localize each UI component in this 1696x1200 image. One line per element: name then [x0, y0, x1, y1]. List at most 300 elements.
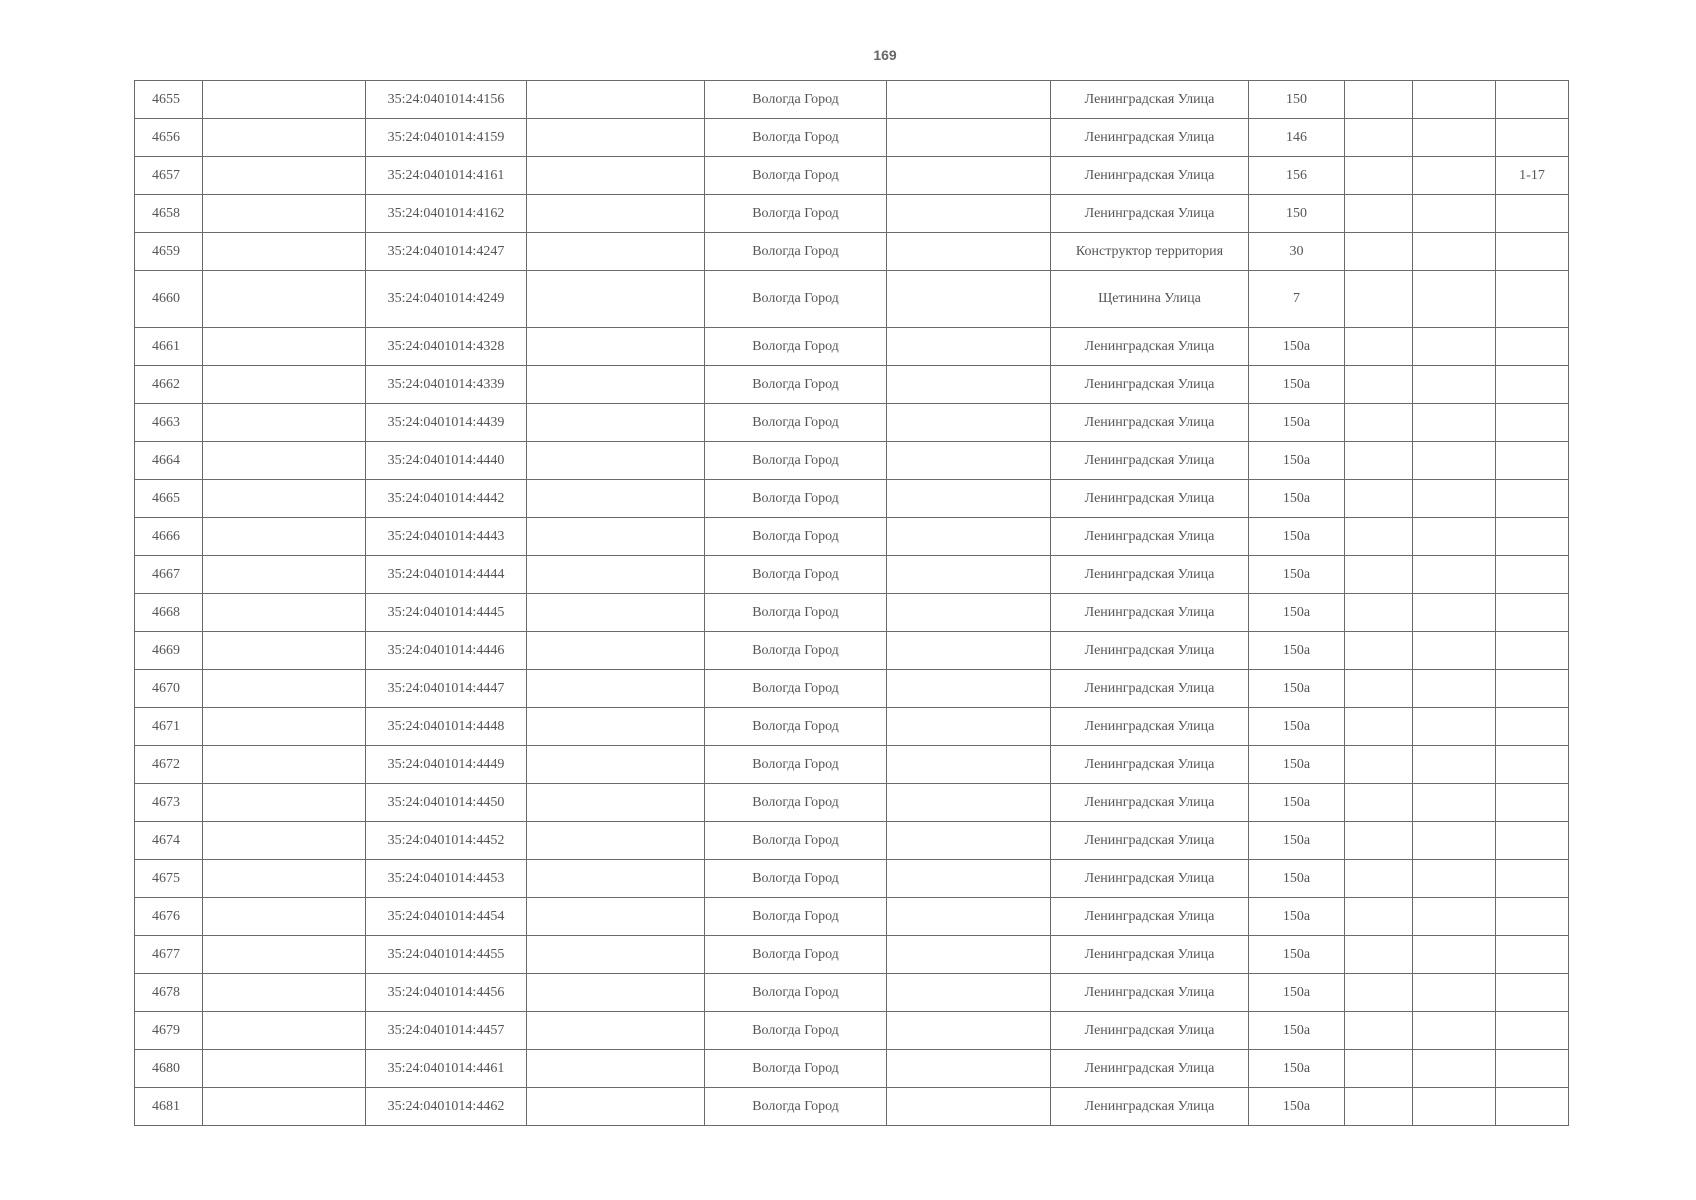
- empty-cell: [887, 974, 1051, 1012]
- cadastral-number-cell: 35:24:0401014:4454: [366, 898, 527, 936]
- table-row: [135, 442, 1569, 480]
- empty-cell: [1413, 480, 1496, 518]
- cadastral-number-cell: 35:24:0401014:4442: [366, 480, 527, 518]
- empty-cell: [887, 1050, 1051, 1088]
- cadastral-number-cell: 35:24:0401014:4462: [366, 1088, 527, 1126]
- street-cell: Ленинградская Улица: [1051, 860, 1249, 898]
- table-row: [135, 556, 1569, 594]
- empty-cell: [1413, 81, 1496, 119]
- city-cell: Вологда Город: [705, 898, 887, 936]
- empty-cell: [1345, 898, 1413, 936]
- empty-cell: [527, 974, 705, 1012]
- house-number-cell: 150а: [1249, 936, 1345, 974]
- city-cell: Вологда Город: [705, 632, 887, 670]
- empty-cell: [203, 746, 366, 784]
- empty-cell: [887, 1088, 1051, 1126]
- street-cell: Ленинградская Улица: [1051, 1012, 1249, 1050]
- empty-cell: [527, 632, 705, 670]
- empty-cell: [1345, 1050, 1413, 1088]
- empty-cell: [1345, 366, 1413, 404]
- cadastral-number-cell: 35:24:0401014:4447: [366, 670, 527, 708]
- table-row: [135, 898, 1569, 936]
- apartment-cell: [1496, 670, 1569, 708]
- city-cell: Вологда Город: [705, 556, 887, 594]
- empty-cell: [887, 784, 1051, 822]
- table-row: [135, 518, 1569, 556]
- empty-cell: [1345, 518, 1413, 556]
- city-cell: Вологда Город: [705, 81, 887, 119]
- empty-cell: [203, 632, 366, 670]
- cadastral-number-cell: 35:24:0401014:4445: [366, 594, 527, 632]
- apartment-cell: [1496, 480, 1569, 518]
- city-cell: Вологда Город: [705, 936, 887, 974]
- street-cell: Ленинградская Улица: [1051, 974, 1249, 1012]
- empty-cell: [887, 822, 1051, 860]
- table-row: [135, 157, 1569, 195]
- house-number-cell: 150а: [1249, 594, 1345, 632]
- street-cell: Ленинградская Улица: [1051, 784, 1249, 822]
- street-cell: Щетинина Улица: [1051, 271, 1249, 328]
- house-number-cell: 150а: [1249, 708, 1345, 746]
- street-cell: Ленинградская Улица: [1051, 632, 1249, 670]
- empty-cell: [203, 936, 366, 974]
- city-cell: Вологда Город: [705, 822, 887, 860]
- page-number: 169: [873, 47, 897, 63]
- table-row: [135, 328, 1569, 366]
- street-cell: Ленинградская Улица: [1051, 328, 1249, 366]
- cadastral-number-cell: 35:24:0401014:4247: [366, 233, 527, 271]
- empty-cell: [1413, 1050, 1496, 1088]
- empty-cell: [1413, 1012, 1496, 1050]
- house-number-cell: 150а: [1249, 328, 1345, 366]
- table-row: [135, 974, 1569, 1012]
- street-cell: Ленинградская Улица: [1051, 594, 1249, 632]
- table-row: [135, 822, 1569, 860]
- empty-cell: [527, 1050, 705, 1088]
- table-row: [135, 480, 1569, 518]
- empty-cell: [527, 670, 705, 708]
- empty-cell: [887, 195, 1051, 233]
- empty-cell: [1345, 119, 1413, 157]
- city-cell: Вологда Город: [705, 784, 887, 822]
- street-cell: Ленинградская Улица: [1051, 157, 1249, 195]
- empty-cell: [203, 594, 366, 632]
- street-cell: Ленинградская Улица: [1051, 119, 1249, 157]
- row-number-cell: 4681: [135, 1088, 203, 1126]
- empty-cell: [887, 366, 1051, 404]
- empty-cell: [527, 328, 705, 366]
- house-number-cell: 150а: [1249, 1012, 1345, 1050]
- table-row: [135, 366, 1569, 404]
- street-cell: Ленинградская Улица: [1051, 1050, 1249, 1088]
- empty-cell: [1413, 708, 1496, 746]
- table-row: [135, 271, 1569, 328]
- house-number-cell: 150а: [1249, 822, 1345, 860]
- empty-cell: [527, 518, 705, 556]
- row-number-cell: 4658: [135, 195, 203, 233]
- row-number-cell: 4678: [135, 974, 203, 1012]
- cadastral-number-cell: 35:24:0401014:4456: [366, 974, 527, 1012]
- city-cell: Вологда Город: [705, 518, 887, 556]
- table-row: [135, 708, 1569, 746]
- house-number-cell: 156: [1249, 157, 1345, 195]
- table-row: [135, 632, 1569, 670]
- apartment-cell: [1496, 898, 1569, 936]
- table-row: [135, 233, 1569, 271]
- city-cell: Вологда Город: [705, 442, 887, 480]
- house-number-cell: 30: [1249, 233, 1345, 271]
- house-number-cell: 150: [1249, 195, 1345, 233]
- row-number-cell: 4664: [135, 442, 203, 480]
- empty-cell: [1345, 271, 1413, 328]
- empty-cell: [203, 366, 366, 404]
- empty-cell: [203, 518, 366, 556]
- apartment-cell: 1-17: [1496, 157, 1569, 195]
- city-cell: Вологда Город: [705, 404, 887, 442]
- empty-cell: [1345, 632, 1413, 670]
- table-row: [135, 119, 1569, 157]
- empty-cell: [1413, 157, 1496, 195]
- empty-cell: [887, 480, 1051, 518]
- row-number-cell: 4675: [135, 860, 203, 898]
- empty-cell: [527, 119, 705, 157]
- city-cell: Вологда Город: [705, 974, 887, 1012]
- empty-cell: [203, 233, 366, 271]
- street-cell: Ленинградская Улица: [1051, 195, 1249, 233]
- apartment-cell: [1496, 974, 1569, 1012]
- empty-cell: [1413, 556, 1496, 594]
- table-row: [135, 670, 1569, 708]
- registry-table: [134, 80, 1569, 1126]
- empty-cell: [1413, 974, 1496, 1012]
- row-number-cell: 4662: [135, 366, 203, 404]
- empty-cell: [527, 1012, 705, 1050]
- empty-cell: [527, 556, 705, 594]
- empty-cell: [203, 1088, 366, 1126]
- empty-cell: [1413, 784, 1496, 822]
- empty-cell: [1345, 974, 1413, 1012]
- city-cell: Вологда Город: [705, 1088, 887, 1126]
- empty-cell: [203, 556, 366, 594]
- house-number-cell: 150а: [1249, 404, 1345, 442]
- apartment-cell: [1496, 518, 1569, 556]
- row-number-cell: 4680: [135, 1050, 203, 1088]
- row-number-cell: 4659: [135, 233, 203, 271]
- empty-cell: [887, 936, 1051, 974]
- row-number-cell: 4677: [135, 936, 203, 974]
- city-cell: Вологда Город: [705, 746, 887, 784]
- cadastral-number-cell: 35:24:0401014:4339: [366, 366, 527, 404]
- row-number-cell: 4657: [135, 157, 203, 195]
- street-cell: Ленинградская Улица: [1051, 898, 1249, 936]
- apartment-cell: [1496, 442, 1569, 480]
- cadastral-number-cell: 35:24:0401014:4452: [366, 822, 527, 860]
- empty-cell: [527, 594, 705, 632]
- empty-cell: [1345, 328, 1413, 366]
- empty-cell: [1413, 670, 1496, 708]
- street-cell: Ленинградская Улица: [1051, 936, 1249, 974]
- house-number-cell: 150а: [1249, 632, 1345, 670]
- empty-cell: [887, 1012, 1051, 1050]
- empty-cell: [1345, 1088, 1413, 1126]
- apartment-cell: [1496, 81, 1569, 119]
- table-row: [135, 936, 1569, 974]
- empty-cell: [527, 784, 705, 822]
- cadastral-number-cell: 35:24:0401014:4249: [366, 271, 527, 328]
- empty-cell: [887, 518, 1051, 556]
- cadastral-number-cell: 35:24:0401014:4444: [366, 556, 527, 594]
- street-cell: Ленинградская Улица: [1051, 404, 1249, 442]
- empty-cell: [527, 1088, 705, 1126]
- empty-cell: [1413, 822, 1496, 860]
- empty-cell: [203, 822, 366, 860]
- empty-cell: [1413, 632, 1496, 670]
- empty-cell: [1413, 271, 1496, 328]
- house-number-cell: 150а: [1249, 860, 1345, 898]
- empty-cell: [1345, 936, 1413, 974]
- apartment-cell: [1496, 556, 1569, 594]
- street-cell: Ленинградская Улица: [1051, 442, 1249, 480]
- house-number-cell: 150а: [1249, 1088, 1345, 1126]
- empty-cell: [887, 119, 1051, 157]
- empty-cell: [527, 708, 705, 746]
- cadastral-number-cell: 35:24:0401014:4443: [366, 518, 527, 556]
- empty-cell: [1413, 195, 1496, 233]
- empty-cell: [887, 556, 1051, 594]
- empty-cell: [203, 480, 366, 518]
- cadastral-number-cell: 35:24:0401014:4455: [366, 936, 527, 974]
- row-number-cell: 4672: [135, 746, 203, 784]
- city-cell: Вологда Город: [705, 708, 887, 746]
- apartment-cell: [1496, 708, 1569, 746]
- empty-cell: [1413, 898, 1496, 936]
- house-number-cell: 150а: [1249, 518, 1345, 556]
- empty-cell: [527, 480, 705, 518]
- apartment-cell: [1496, 1012, 1569, 1050]
- empty-cell: [1345, 1012, 1413, 1050]
- empty-cell: [1345, 784, 1413, 822]
- apartment-cell: [1496, 271, 1569, 328]
- empty-cell: [203, 708, 366, 746]
- empty-cell: [203, 119, 366, 157]
- empty-cell: [527, 233, 705, 271]
- row-number-cell: 4669: [135, 632, 203, 670]
- street-cell: Ленинградская Улица: [1051, 480, 1249, 518]
- city-cell: Вологда Город: [705, 119, 887, 157]
- city-cell: Вологда Город: [705, 480, 887, 518]
- table-row: [135, 195, 1569, 233]
- row-number-cell: 4679: [135, 1012, 203, 1050]
- house-number-cell: 150а: [1249, 784, 1345, 822]
- empty-cell: [1413, 746, 1496, 784]
- city-cell: Вологда Город: [705, 233, 887, 271]
- cadastral-number-cell: 35:24:0401014:4161: [366, 157, 527, 195]
- row-number-cell: 4665: [135, 480, 203, 518]
- cadastral-number-cell: 35:24:0401014:4440: [366, 442, 527, 480]
- empty-cell: [1413, 233, 1496, 271]
- empty-cell: [203, 404, 366, 442]
- house-number-cell: 150а: [1249, 898, 1345, 936]
- street-cell: Ленинградская Улица: [1051, 746, 1249, 784]
- apartment-cell: [1496, 366, 1569, 404]
- empty-cell: [203, 974, 366, 1012]
- street-cell: Ленинградская Улица: [1051, 81, 1249, 119]
- cadastral-number-cell: 35:24:0401014:4159: [366, 119, 527, 157]
- cadastral-number-cell: 35:24:0401014:4446: [366, 632, 527, 670]
- empty-cell: [1345, 670, 1413, 708]
- cadastral-number-cell: 35:24:0401014:4162: [366, 195, 527, 233]
- apartment-cell: [1496, 233, 1569, 271]
- row-number-cell: 4670: [135, 670, 203, 708]
- apartment-cell: [1496, 119, 1569, 157]
- empty-cell: [527, 404, 705, 442]
- empty-cell: [1413, 518, 1496, 556]
- table-row: [135, 404, 1569, 442]
- table-row: [135, 1088, 1569, 1126]
- house-number-cell: 146: [1249, 119, 1345, 157]
- street-cell: Конструктор территория: [1051, 233, 1249, 271]
- apartment-cell: [1496, 936, 1569, 974]
- city-cell: Вологда Город: [705, 271, 887, 328]
- empty-cell: [1413, 936, 1496, 974]
- row-number-cell: 4655: [135, 81, 203, 119]
- street-cell: Ленинградская Улица: [1051, 670, 1249, 708]
- house-number-cell: 150а: [1249, 746, 1345, 784]
- empty-cell: [203, 670, 366, 708]
- empty-cell: [203, 1012, 366, 1050]
- empty-cell: [887, 708, 1051, 746]
- empty-cell: [203, 271, 366, 328]
- empty-cell: [203, 1050, 366, 1088]
- empty-cell: [527, 195, 705, 233]
- empty-cell: [887, 404, 1051, 442]
- house-number-cell: 150а: [1249, 366, 1345, 404]
- registry-body: [135, 81, 1569, 1126]
- house-number-cell: 150а: [1249, 1050, 1345, 1088]
- empty-cell: [1345, 556, 1413, 594]
- empty-cell: [527, 271, 705, 328]
- table-row: [135, 784, 1569, 822]
- house-number-cell: 150: [1249, 81, 1345, 119]
- apartment-cell: [1496, 404, 1569, 442]
- cadastral-number-cell: 35:24:0401014:4449: [366, 746, 527, 784]
- table-row: [135, 1012, 1569, 1050]
- empty-cell: [527, 81, 705, 119]
- row-number-cell: 4667: [135, 556, 203, 594]
- empty-cell: [1345, 233, 1413, 271]
- row-number-cell: 4673: [135, 784, 203, 822]
- empty-cell: [887, 670, 1051, 708]
- apartment-cell: [1496, 746, 1569, 784]
- empty-cell: [887, 594, 1051, 632]
- empty-cell: [527, 860, 705, 898]
- empty-cell: [527, 822, 705, 860]
- empty-cell: [1413, 1088, 1496, 1126]
- house-number-cell: 150а: [1249, 670, 1345, 708]
- city-cell: Вологда Город: [705, 670, 887, 708]
- house-number-cell: 150а: [1249, 556, 1345, 594]
- row-number-cell: 4668: [135, 594, 203, 632]
- apartment-cell: [1496, 632, 1569, 670]
- empty-cell: [527, 898, 705, 936]
- house-number-cell: 7: [1249, 271, 1345, 328]
- empty-cell: [887, 746, 1051, 784]
- empty-cell: [1413, 594, 1496, 632]
- city-cell: Вологда Город: [705, 1012, 887, 1050]
- empty-cell: [1345, 746, 1413, 784]
- empty-cell: [527, 366, 705, 404]
- house-number-cell: 150а: [1249, 442, 1345, 480]
- empty-cell: [1345, 708, 1413, 746]
- street-cell: Ленинградская Улица: [1051, 822, 1249, 860]
- cadastral-number-cell: 35:24:0401014:4457: [366, 1012, 527, 1050]
- empty-cell: [1345, 81, 1413, 119]
- table-row: [135, 746, 1569, 784]
- empty-cell: [1413, 860, 1496, 898]
- cadastral-number-cell: 35:24:0401014:4439: [366, 404, 527, 442]
- cadastral-number-cell: 35:24:0401014:4328: [366, 328, 527, 366]
- empty-cell: [203, 442, 366, 480]
- apartment-cell: [1496, 195, 1569, 233]
- table-row: [135, 1050, 1569, 1088]
- row-number-cell: 4656: [135, 119, 203, 157]
- empty-cell: [887, 860, 1051, 898]
- city-cell: Вологда Город: [705, 195, 887, 233]
- empty-cell: [527, 442, 705, 480]
- table-row: [135, 81, 1569, 119]
- city-cell: Вологда Город: [705, 860, 887, 898]
- empty-cell: [203, 784, 366, 822]
- apartment-cell: [1496, 594, 1569, 632]
- street-cell: Ленинградская Улица: [1051, 556, 1249, 594]
- empty-cell: [203, 157, 366, 195]
- empty-cell: [203, 898, 366, 936]
- empty-cell: [887, 328, 1051, 366]
- empty-cell: [1345, 195, 1413, 233]
- empty-cell: [203, 195, 366, 233]
- empty-cell: [1413, 404, 1496, 442]
- empty-cell: [203, 860, 366, 898]
- apartment-cell: [1496, 328, 1569, 366]
- city-cell: Вологда Город: [705, 1050, 887, 1088]
- row-number-cell: 4660: [135, 271, 203, 328]
- empty-cell: [887, 898, 1051, 936]
- table-row: [135, 860, 1569, 898]
- table-row: [135, 594, 1569, 632]
- apartment-cell: [1496, 1050, 1569, 1088]
- row-number-cell: 4661: [135, 328, 203, 366]
- empty-cell: [887, 81, 1051, 119]
- empty-cell: [1345, 442, 1413, 480]
- empty-cell: [1345, 822, 1413, 860]
- row-number-cell: 4676: [135, 898, 203, 936]
- street-cell: Ленинградская Улица: [1051, 1088, 1249, 1126]
- apartment-cell: [1496, 784, 1569, 822]
- apartment-cell: [1496, 822, 1569, 860]
- empty-cell: [527, 157, 705, 195]
- city-cell: Вологда Город: [705, 157, 887, 195]
- street-cell: Ленинградская Улица: [1051, 518, 1249, 556]
- cadastral-number-cell: 35:24:0401014:4450: [366, 784, 527, 822]
- city-cell: Вологда Город: [705, 328, 887, 366]
- cadastral-number-cell: 35:24:0401014:4156: [366, 81, 527, 119]
- street-cell: Ленинградская Улица: [1051, 366, 1249, 404]
- empty-cell: [1345, 404, 1413, 442]
- empty-cell: [887, 233, 1051, 271]
- empty-cell: [527, 936, 705, 974]
- cadastral-number-cell: 35:24:0401014:4461: [366, 1050, 527, 1088]
- cadastral-number-cell: 35:24:0401014:4448: [366, 708, 527, 746]
